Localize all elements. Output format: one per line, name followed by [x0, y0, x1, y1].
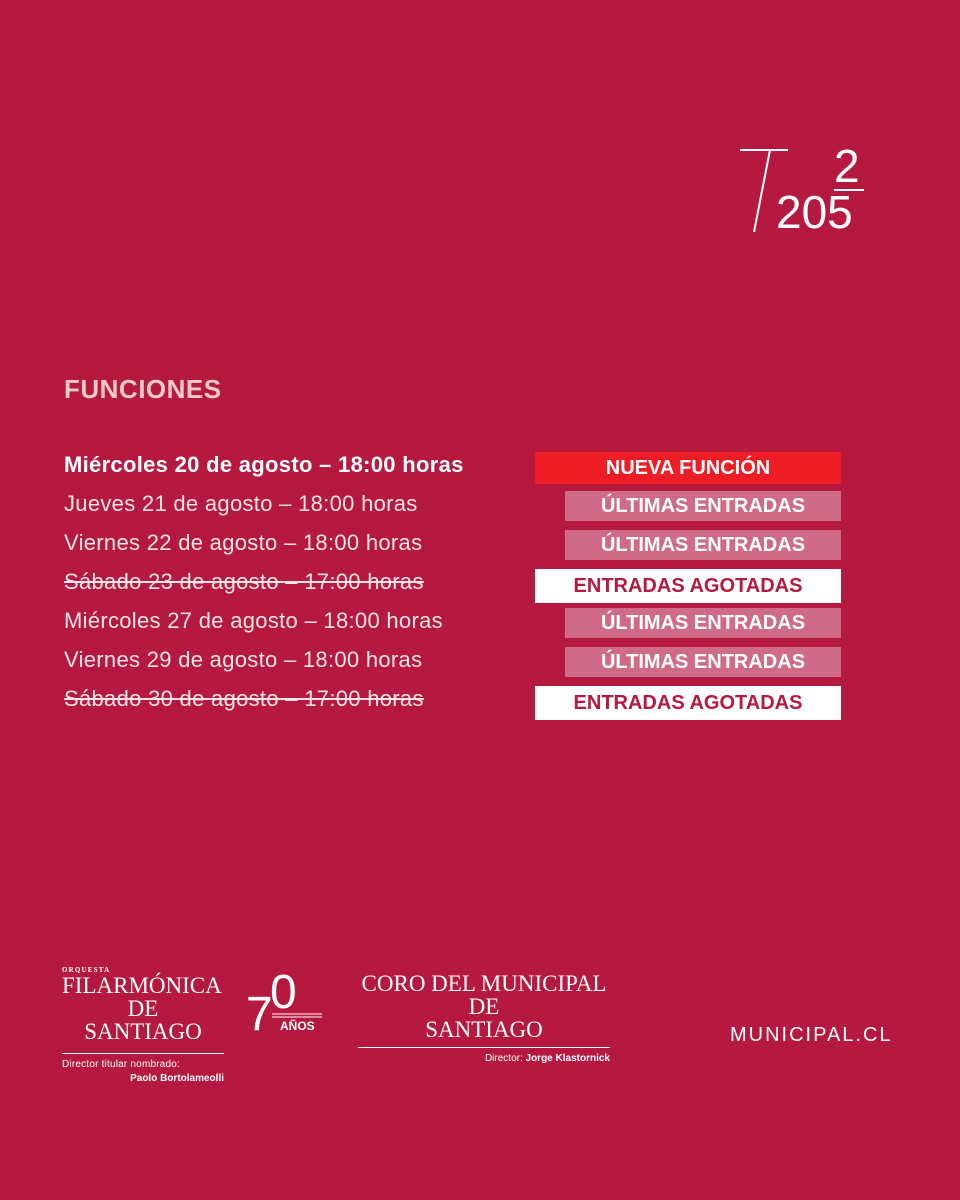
status-badge: ENTRADAS AGOTADAS [535, 686, 841, 720]
schedule-date: Viernes 22 de agosto – 18:00 horas [64, 530, 423, 555]
schedule-date: Sábado 30 de agosto – 17:00 horas [64, 686, 424, 711]
schedule-date: Jueves 21 de agosto – 18:00 horas [64, 491, 418, 516]
coro-line3: SANTIAGO [425, 1017, 543, 1042]
status-badge: ENTRADAS AGOTADAS [535, 569, 841, 603]
coro-director-label: Director: [484, 1053, 526, 1064]
filarmonica-logo [62, 966, 224, 1084]
coro-director [358, 1053, 610, 1064]
coro-director-name: Jorge Klastornick [525, 1053, 610, 1064]
logo-year-main: 205 [776, 186, 853, 238]
schedule-row [64, 684, 844, 723]
schedule-date: Sábado 23 de agosto – 17:00 horas [64, 569, 424, 594]
status-badge: ÚLTIMAS ENTRADAS [565, 491, 841, 521]
filarmonica-director-name: Paolo Bortolameolli [130, 1073, 224, 1084]
section-title: FUNCIONES [64, 374, 222, 404]
schedule-row [64, 450, 844, 489]
filarmonica-line3: SANTIAGO [84, 1019, 202, 1044]
status-badge: ÚLTIMAS ENTRADAS [565, 530, 841, 560]
coro-line2: DE [468, 994, 500, 1019]
filarmonica-line1: FILARMÓNICA [62, 973, 222, 998]
coro-line1: CORO DEL MUNICIPAL [361, 971, 607, 996]
anniversary-number-b: 0 [270, 968, 297, 1019]
status-badge: NUEVA FUNCIÓN [535, 452, 841, 484]
filarmonica-line2: DE [127, 996, 159, 1021]
filarmonica-small-label: ORQUESTA [62, 966, 111, 974]
coro-divider [358, 1047, 610, 1048]
filarmonica-director-label: Director titular nombrado: [62, 1059, 181, 1070]
anniversary-70-logo [246, 968, 326, 1038]
schedule-list [64, 450, 844, 723]
website-link[interactable]: MUNICIPAL.CL [730, 1024, 893, 1046]
schedule-row [64, 645, 844, 684]
schedule-date: Miércoles 20 de agosto – 18:00 horas [64, 452, 464, 477]
schedule-row [64, 567, 844, 606]
filarmonica-divider [62, 1053, 224, 1054]
coro-logo [358, 972, 610, 1064]
schedule-date: Miércoles 27 de agosto – 18:00 horas [64, 608, 443, 633]
schedule-date: Viernes 29 de agosto – 18:00 horas [64, 647, 423, 672]
anniversary-label: AÑOS [280, 1019, 315, 1033]
logo-year-top: 2 [834, 140, 860, 192]
temporada-2025-logo [736, 140, 906, 240]
schedule-row [64, 606, 844, 645]
anniversary-number-a: 7 [246, 988, 273, 1038]
schedule-row [64, 528, 844, 567]
status-badge: ÚLTIMAS ENTRADAS [565, 647, 841, 677]
status-badge: ÚLTIMAS ENTRADAS [565, 608, 841, 638]
schedule-row [64, 489, 844, 528]
